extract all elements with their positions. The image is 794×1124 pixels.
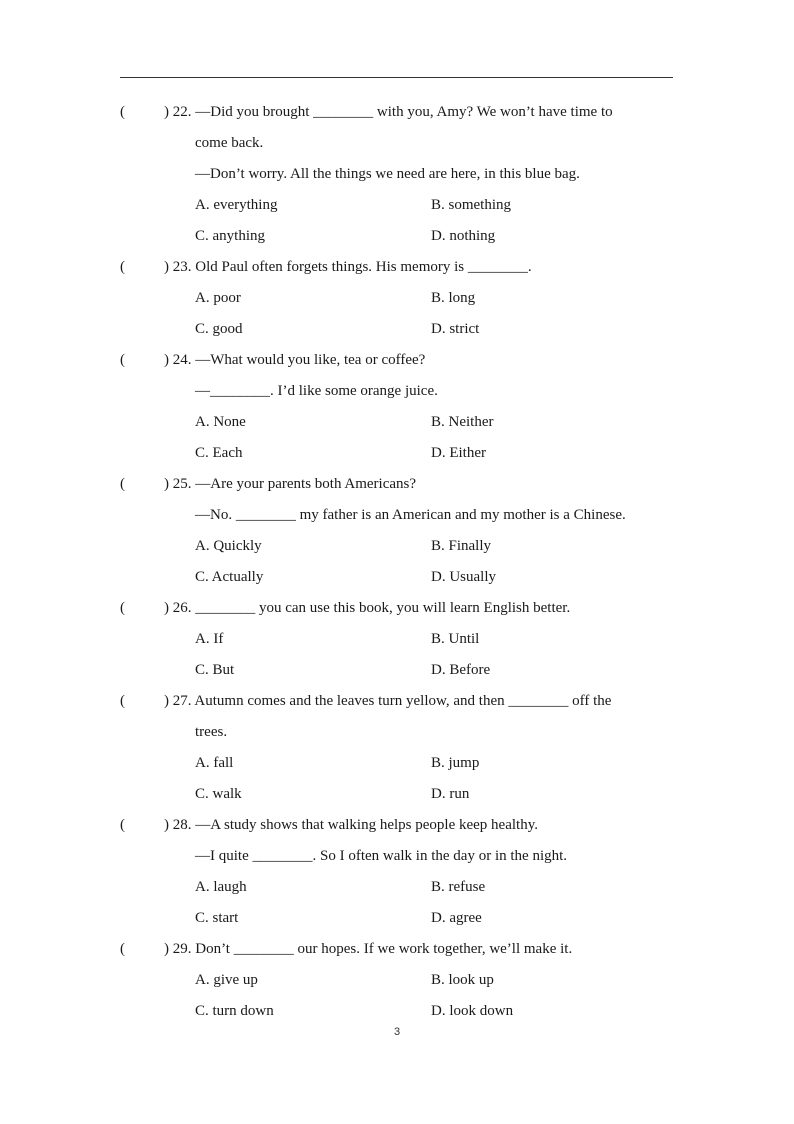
question-continuation: —I quite ________. So I often walk in the day or in the night. xyxy=(195,848,568,864)
options-row xyxy=(0,748,794,779)
option-c: C. start xyxy=(195,910,239,926)
option-d: D. nothing xyxy=(431,228,496,244)
options-row xyxy=(0,655,794,686)
question-stem-line xyxy=(0,593,794,624)
option-a: A. poor xyxy=(195,290,241,306)
question-28 xyxy=(0,810,794,934)
answer-paren: ( xyxy=(120,817,125,833)
option-d: D. run xyxy=(431,786,470,802)
options-row xyxy=(0,965,794,996)
options-row xyxy=(0,996,794,1027)
question-continuation-line xyxy=(0,500,794,531)
question-stem-line xyxy=(0,686,794,717)
question-27 xyxy=(0,686,794,810)
option-b: B. Neither xyxy=(431,414,494,430)
options-row xyxy=(0,531,794,562)
option-a: A. give up xyxy=(195,972,258,988)
option-c: C. walk xyxy=(195,786,242,802)
option-c: C. good xyxy=(195,321,243,337)
option-d: D. look down xyxy=(431,1003,514,1019)
question-continuation-line xyxy=(0,841,794,872)
answer-paren: ( xyxy=(120,259,125,275)
option-b: B. Finally xyxy=(431,538,492,554)
options-row xyxy=(0,562,794,593)
options-row xyxy=(0,779,794,810)
options-row xyxy=(0,190,794,221)
question-29 xyxy=(0,934,794,1027)
question-stem: ) 24. —What would you like, tea or coffee? xyxy=(164,352,426,368)
question-continuation-line xyxy=(0,376,794,407)
answer-paren: ( xyxy=(120,941,125,957)
question-stem-line xyxy=(0,252,794,283)
option-b: B. something xyxy=(431,197,512,213)
options-row xyxy=(0,903,794,934)
answer-paren: ( xyxy=(120,476,125,492)
options-row xyxy=(0,624,794,655)
option-b: B. jump xyxy=(431,755,480,771)
options-row xyxy=(0,314,794,345)
option-c: C. Each xyxy=(195,445,243,461)
option-d: D. Before xyxy=(431,662,491,678)
header-rule xyxy=(120,77,673,78)
option-a: A. laugh xyxy=(195,879,247,895)
option-b: B. long xyxy=(431,290,476,306)
option-d: D. Usually xyxy=(431,569,496,585)
question-stem-line xyxy=(0,345,794,376)
question-continuation-line xyxy=(0,159,794,190)
question-continuation-line xyxy=(0,717,794,748)
option-a: A. Quickly xyxy=(195,538,262,554)
question-stem: ) 27. Autumn comes and the leaves turn yellow, and then ________ off the xyxy=(164,693,612,709)
answer-paren: ( xyxy=(120,600,125,616)
answer-paren: ( xyxy=(120,693,125,709)
question-stem: ) 26. ________ you can use this book, you will learn English better. xyxy=(164,600,571,616)
option-d: D. agree xyxy=(431,910,482,926)
question-list xyxy=(0,97,794,1027)
question-continuation: trees. xyxy=(195,724,228,740)
question-continuation: —________. I’d like some orange juice. xyxy=(195,383,438,399)
option-a: A. everything xyxy=(195,197,278,213)
option-a: A. fall xyxy=(195,755,234,771)
question-stem-line xyxy=(0,934,794,965)
option-d: D. Either xyxy=(431,445,486,461)
option-b: B. refuse xyxy=(431,879,486,895)
question-stem: ) 25. —Are your parents both Americans? xyxy=(164,476,417,492)
options-row xyxy=(0,221,794,252)
option-c: C. But xyxy=(195,662,235,678)
question-26 xyxy=(0,593,794,686)
options-row xyxy=(0,283,794,314)
option-a: A. If xyxy=(195,631,224,647)
question-stem: ) 23. Old Paul often forgets things. His memory is ________. xyxy=(164,259,532,275)
options-row xyxy=(0,872,794,903)
option-c: C. anything xyxy=(195,228,265,244)
question-continuation-line xyxy=(0,128,794,159)
question-24 xyxy=(0,345,794,469)
option-d: D. strict xyxy=(431,321,480,337)
question-stem-line xyxy=(0,469,794,500)
question-stem-line xyxy=(0,97,794,128)
question-stem: ) 29. Don’t ________ our hopes. If we work together, we’ll make it. xyxy=(164,941,573,957)
question-stem: ) 28. —A study shows that walking helps people keep healthy. xyxy=(164,817,538,833)
option-b: B. Until xyxy=(431,631,480,647)
question-25 xyxy=(0,469,794,593)
question-continuation: —Don’t worry. All the things we need are here, in this blue bag. xyxy=(195,166,580,182)
option-b: B. look up xyxy=(431,972,494,988)
question-23 xyxy=(0,252,794,345)
option-c: C. turn down xyxy=(195,1003,274,1019)
question-stem-line xyxy=(0,810,794,841)
answer-paren: ( xyxy=(120,104,125,120)
question-22 xyxy=(0,97,794,252)
question-continuation: —No. ________ my father is an American and my mother is a Chinese. xyxy=(195,507,626,523)
question-continuation: come back. xyxy=(195,135,264,151)
page-number: 3 xyxy=(393,1026,401,1038)
options-row xyxy=(0,438,794,469)
option-a: A. None xyxy=(195,414,246,430)
question-stem: ) 22. —Did you brought ________ with you, Amy? We won’t have time to xyxy=(164,104,613,120)
answer-paren: ( xyxy=(120,352,125,368)
option-c: C. Actually xyxy=(195,569,264,585)
options-row xyxy=(0,407,794,438)
